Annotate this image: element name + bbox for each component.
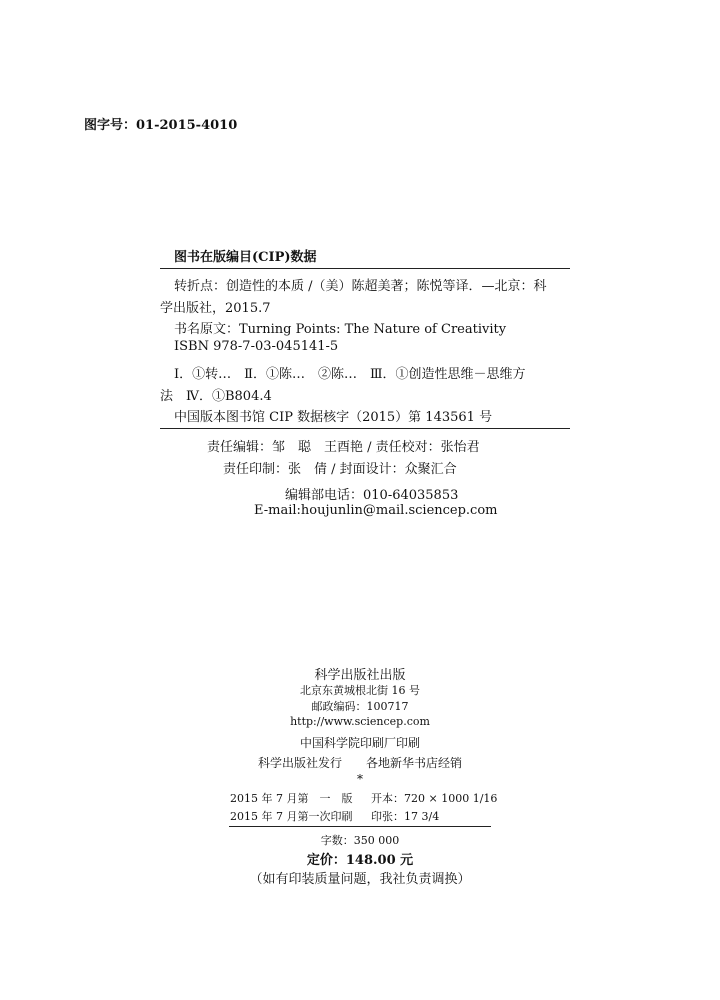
distribution: 科学出版社发行 各地新华书店经销 [257,756,462,770]
publisher-address: 北京东黄城根北街 16 号 [300,684,420,697]
cip-top-rule [160,268,570,269]
publisher-url: http://www.sciencep.com [290,715,430,728]
sheet-count: 印张：17 3/4 [371,810,440,823]
cip-line-2: 学出版社，2015.7 [160,301,271,316]
editors-line-1: 责任编辑：邹 聪 王酉艳 / 责任校对：张怡君 [207,440,480,455]
edition-date: 2015 年 7 月第 一 版 [230,792,353,805]
format-size: 开本：720 × 1000 1/16 [371,792,498,805]
publisher-postcode: 邮政编码：100717 [311,700,409,713]
cip-line-3: 书名原文：Turning Points: The Nature of Creativity [174,322,507,337]
separator-star: * [357,772,363,786]
specs-rule [229,826,491,827]
cip-heading: 图书在版编目(CIP)数据 [174,250,317,265]
word-count: 字数：350 000 [320,834,400,847]
cip-line-7: 中国版本图书馆 CIP 数据核字（2015）第 143561 号 [174,410,493,425]
publisher-name: 科学出版社出版 [314,668,406,683]
editors-line-2: 责任印制：张 倩 / 封面设计：众聚汇合 [223,462,457,477]
cip-line-4: ISBN 978-7-03-045141-5 [174,339,339,354]
printer: 中国科学院印刷厂印刷 [299,736,420,750]
register-number: 图字号：01-2015-4010 [84,118,238,133]
print-date: 2015 年 7 月第一次印刷 [230,810,353,823]
cip-line-5: Ⅰ．①转… Ⅱ．①陈… ②陈… Ⅲ．①创造性思维－思维方 [174,367,526,382]
editorial-email: E-mail:houjunlin@mail.sciencep.com [254,503,498,518]
quality-notice: （如有印装质量问题，我社负责调换） [249,872,471,887]
price: 定价：148.00 元 [306,853,414,868]
cip-bottom-rule [160,428,570,429]
cip-line-1: 转折点：创造性的本质 /（美）陈超美著；陈悦等译．—北京：科 [174,279,547,294]
editorial-phone: 编辑部电话：010-64035853 [285,488,459,503]
cip-line-6: 法 Ⅳ．①B804.4 [160,389,272,404]
